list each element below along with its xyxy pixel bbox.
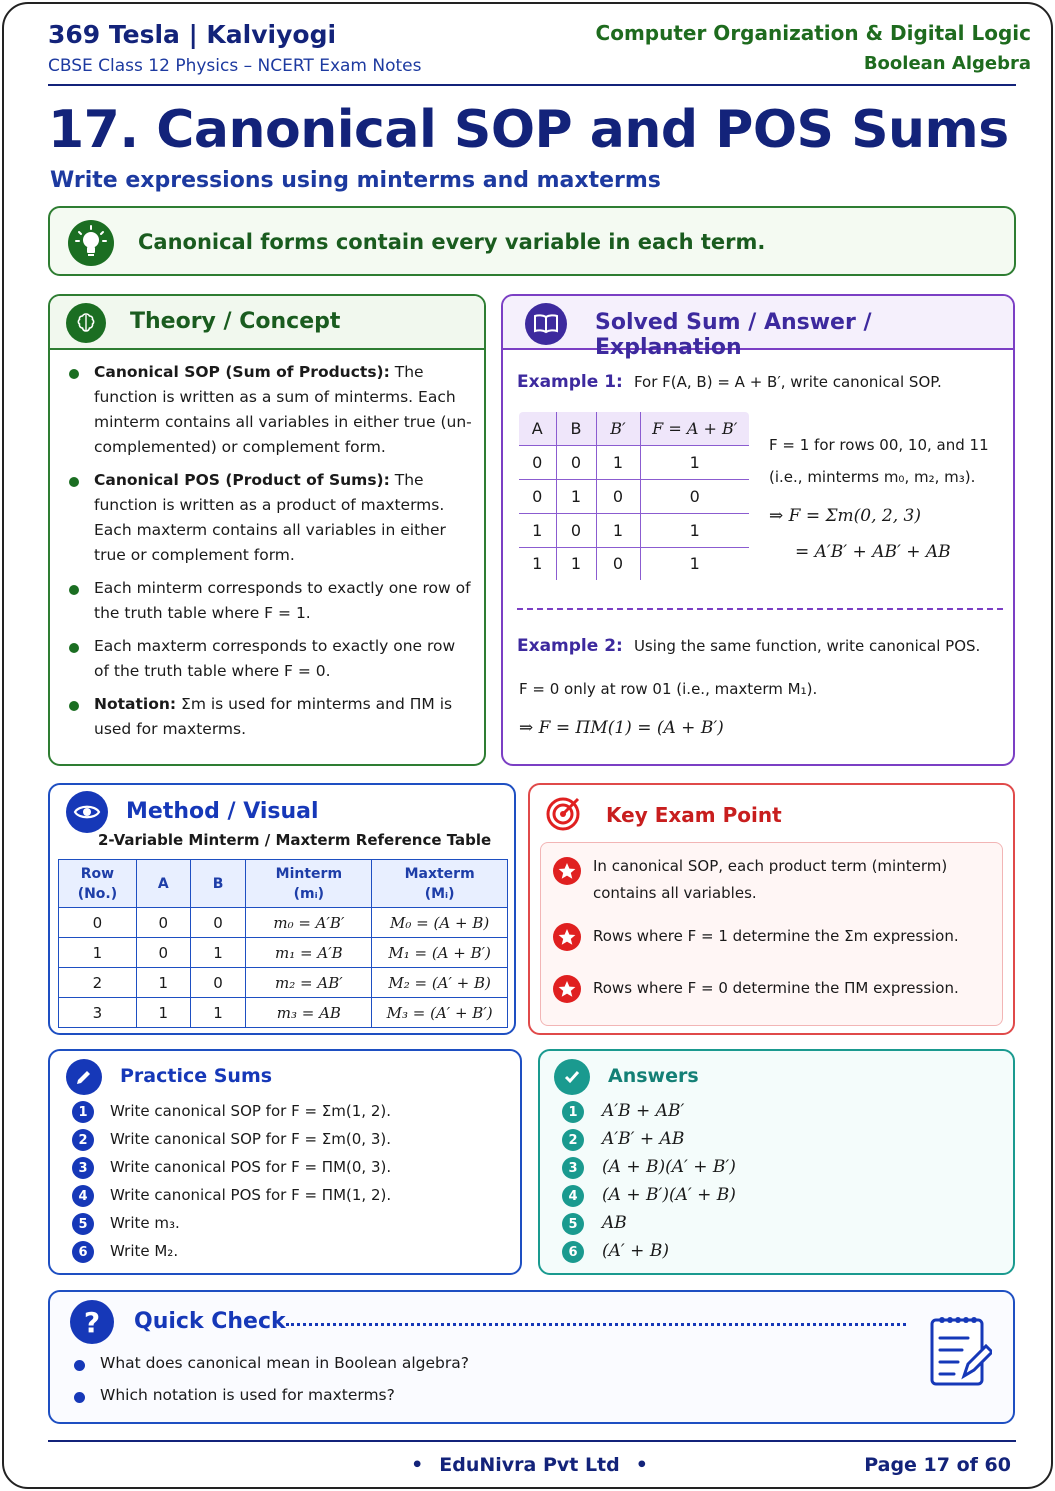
number-badge: 1 — [72, 1101, 94, 1123]
eye-icon — [66, 791, 108, 833]
tt-header: A — [518, 411, 556, 445]
example-1-statement: Example 1: For F(A, B) = A + B′, write canonical SOP. — [517, 372, 942, 392]
key-points — [540, 842, 1003, 1026]
page-number: Page 17 of 60 — [864, 1454, 1011, 1476]
number-badge: 5 — [562, 1213, 584, 1235]
tt-cell: 0 — [596, 547, 640, 581]
method-heading: Method / Visual — [126, 799, 319, 824]
star-icon — [553, 975, 581, 1003]
pencil-icon — [66, 1059, 102, 1095]
answer-item: (A′ + B) — [602, 1241, 669, 1261]
course-name: CBSE Class 12 Physics – NCERT Exam Notes — [48, 56, 422, 76]
theory-list — [68, 360, 473, 750]
worksheet-page — [2, 2, 1053, 1489]
ref-cell: 0 — [190, 968, 246, 998]
question-icon: ? — [70, 1300, 114, 1344]
quick-check-question: What does canonical mean in Boolean algebra? — [100, 1354, 469, 1372]
number-badge: 4 — [72, 1185, 94, 1207]
answer-item: A′B′ + AB — [602, 1129, 685, 1149]
tt-cell: 1 — [640, 513, 750, 547]
header-divider — [48, 84, 1016, 86]
ref-cell: m₂ = AB′ — [246, 968, 372, 998]
tt-cell: 0 — [518, 479, 556, 513]
practice-heading: Practice Sums — [120, 1065, 273, 1087]
practice-item: Write M₂. — [110, 1242, 179, 1260]
ref-cell: m₀ = A′B′ — [246, 908, 372, 938]
clipboard-icon — [928, 1312, 992, 1394]
answers-card — [538, 1049, 1015, 1275]
footer-divider — [48, 1440, 1016, 1442]
example-1-expansion: = A′B′ + AB′ + AB — [795, 542, 951, 562]
page-subtitle: Write expressions using minterms and maxterms — [50, 168, 661, 193]
key-point: Rows where F = 1 determine the Σm expression. — [593, 927, 959, 945]
theory-item: Each maxterm corresponds to exactly one row of the truth table where F = 0. — [68, 634, 473, 684]
answers-heading: Answers — [608, 1065, 699, 1087]
page-title: 17. Canonical SOP and POS Sums — [48, 100, 1009, 160]
solved-heading: Solved Sum / Answer / Explanation — [595, 310, 872, 360]
brain-icon — [66, 303, 106, 343]
reference-table-title: 2-Variable Minterm / Maxterm Reference Table — [98, 831, 492, 849]
example-2-result: ⇒ F = ΠM(1) = (A + B′) — [519, 718, 724, 738]
theory-heading: Theory / Concept — [130, 309, 341, 334]
theory-item: Canonical POS (Product of Sums): The function is written as a product of maxterms. Each maxterm contains all variables in either true or complement form. — [68, 468, 473, 568]
answer-item: (A + B′)(A′ + B) — [602, 1185, 736, 1205]
star-icon — [553, 857, 581, 885]
ref-cell: 0 — [190, 908, 246, 938]
ref-cell: 1 — [136, 998, 190, 1028]
tt-cell: 1 — [556, 479, 596, 513]
tt-cell: 1 — [518, 547, 556, 581]
subject-name: Computer Organization & Digital Logic — [595, 21, 1031, 45]
quick-check-question: Which notation is used for maxterms? — [100, 1386, 395, 1404]
dashed-divider — [517, 608, 1003, 610]
bullet — [74, 1360, 85, 1371]
bullet — [74, 1392, 85, 1403]
dotted-leader — [286, 1323, 906, 1326]
ref-header: Minterm (mᵢ) — [246, 860, 372, 908]
minterm-maxterm-table — [58, 859, 508, 1028]
key-point: In canonical SOP, each product term (minterm) contains all variables. — [593, 857, 948, 902]
answer-item: AB — [602, 1213, 627, 1233]
theory-card — [48, 294, 486, 766]
number-badge: 3 — [562, 1157, 584, 1179]
number-badge: 5 — [72, 1213, 94, 1235]
tt-cell: 1 — [596, 513, 640, 547]
tt-cell: 1 — [518, 513, 556, 547]
solved-card — [501, 294, 1015, 766]
ref-cell: 1 — [190, 938, 246, 968]
quick-check-card — [48, 1290, 1015, 1424]
number-badge: 2 — [562, 1129, 584, 1151]
ref-cell: 0 — [136, 938, 190, 968]
ref-header: B — [190, 860, 246, 908]
ref-cell: 0 — [136, 908, 190, 938]
ref-cell: M₂ = (A′ + B) — [372, 968, 508, 998]
practice-card — [48, 1049, 522, 1275]
tt-cell: 1 — [640, 445, 750, 479]
number-badge: 1 — [562, 1101, 584, 1123]
tt-header: B — [556, 411, 596, 445]
star-icon — [553, 923, 581, 951]
footer-company: • EduNivra Pvt Ltd • — [411, 1454, 648, 1476]
ref-cell: m₁ = A′B — [246, 938, 372, 968]
number-badge: 3 — [72, 1157, 94, 1179]
ref-cell: 0 — [59, 908, 137, 938]
practice-item: Write canonical SOP for F = Σm(0, 3). — [110, 1130, 391, 1148]
ref-cell: 1 — [59, 938, 137, 968]
tt-header: F = A + B′ — [640, 411, 750, 445]
ref-cell: M₀ = (A + B) — [372, 908, 508, 938]
ref-cell: M₃ = (A′ + B′) — [372, 998, 508, 1028]
tt-cell: 1 — [640, 547, 750, 581]
example-1-result: ⇒ F = Σm(0, 2, 3) — [769, 506, 921, 526]
number-badge: 4 — [562, 1185, 584, 1207]
tt-cell: 1 — [556, 547, 596, 581]
number-badge: 6 — [72, 1241, 94, 1263]
tt-cell: 0 — [596, 479, 640, 513]
ref-header: A — [136, 860, 190, 908]
lightbulb-icon — [68, 220, 114, 266]
example-2-statement: Example 2: Using the same function, write canonical POS. — [517, 636, 981, 656]
example-1-line: F = 1 for rows 00, 10, and 11 — [769, 436, 989, 454]
number-badge: 6 — [562, 1241, 584, 1263]
tt-header: B′ — [596, 411, 640, 445]
practice-item: Write canonical SOP for F = Σm(1, 2). — [110, 1102, 391, 1120]
answer-item: A′B + AB′ — [602, 1101, 685, 1121]
theory-header — [50, 296, 484, 350]
ref-cell: 3 — [59, 998, 137, 1028]
tip-banner — [48, 206, 1016, 276]
ref-cell: 1 — [190, 998, 246, 1028]
practice-item: Write canonical POS for F = ΠM(1, 2). — [110, 1186, 392, 1204]
brand-title: 369 Tesla | Kalviyogi — [48, 20, 337, 49]
tt-cell: 0 — [556, 445, 596, 479]
method-card — [48, 783, 516, 1035]
number-badge: 2 — [72, 1129, 94, 1151]
tt-cell: 1 — [596, 445, 640, 479]
tip-text: Canonical forms contain every variable in each term. — [138, 230, 766, 254]
quick-check-heading: Quick Check — [134, 1309, 286, 1334]
tt-cell: 0 — [640, 479, 750, 513]
example-2-line: F = 0 only at row 01 (i.e., maxterm M₁). — [519, 680, 818, 698]
theory-item: Each minterm corresponds to exactly one row of the truth table where F = 1. — [68, 576, 473, 626]
key-exam-card — [528, 783, 1015, 1035]
ref-header: Row (No.) — [59, 860, 137, 908]
tt-cell: 0 — [518, 445, 556, 479]
solved-header — [503, 296, 1013, 360]
book-icon — [525, 303, 567, 345]
ref-cell: 1 — [136, 968, 190, 998]
ref-cell: m₃ = AB — [246, 998, 372, 1028]
key-heading: Key Exam Point — [606, 803, 782, 827]
ref-cell: 2 — [59, 968, 137, 998]
theory-item: Notation: Σm is used for minterms and ΠM is used for maxterms. — [68, 692, 473, 742]
answer-item: (A + B)(A′ + B′) — [602, 1157, 736, 1177]
practice-item: Write canonical POS for F = ΠM(0, 3). — [110, 1158, 392, 1176]
practice-item: Write m₃. — [110, 1214, 180, 1232]
tt-cell: 0 — [556, 513, 596, 547]
theory-item: Canonical SOP (Sum of Products): The function is written as a sum of minterms. Each minterm contains all variables in either true (un-complemented) or complement form. — [68, 360, 473, 460]
target-icon — [544, 793, 584, 833]
example-1-line: (i.e., minterms m₀, m₂, m₃). — [769, 468, 976, 486]
ref-cell: M₁ = (A + B′) — [372, 938, 508, 968]
ref-header: Maxterm (Mᵢ) — [372, 860, 508, 908]
topic-name: Boolean Algebra — [863, 53, 1031, 74]
checkmark-icon — [554, 1059, 590, 1095]
truth-table — [517, 410, 751, 582]
key-point: Rows where F = 0 determine the ΠM expression. — [593, 979, 959, 997]
